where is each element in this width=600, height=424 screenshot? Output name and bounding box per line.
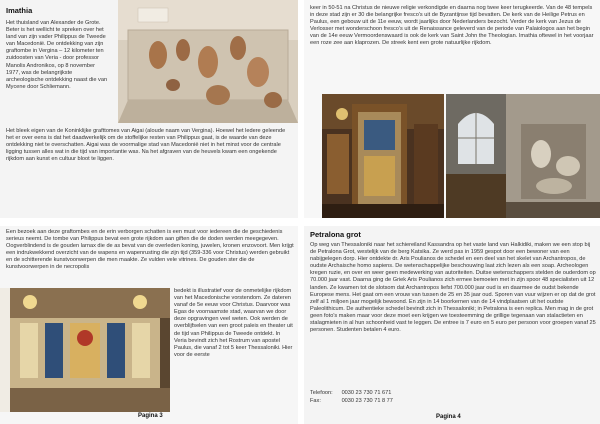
- page-bottom-left: [0, 226, 298, 424]
- churches-body-text: keer in 50-51 na Christus de nieuwe religie verkondigde en daarna nog twee keer terugkeerde. Van de 48 tempels in deze stad zijn er 30 die belangrijke fresco's uit de Byzantijnse tijd bevatten. De kerk van de Heilige Petrus en Paulus, een gebouw uit de 11e eeuw, wordt jaarlijks door Nederlanders bezocht. Verder de kerk van Jezus de Verlosser met wonderschoon fresco's uit de Renaissance geleverd van de periode van Palaiologos aan het begin van de 14e eeuw Vermoordenswaard is ook de kerk van Saint John the Theologian. Imathia oftewel in het voorjaar een roze zee aan klaprozen. De streek kent een grote natuurlijke rijkdom.: [310, 5, 594, 47]
- tombs-column-text: bedekt is illustratief voor de onmetelijke rijkdom van het Macedonische vorstendom. Ze dateren vanaf de 5e eeuw voor Christus. Daarvoor was Egas de voornaamste stad, waarvan we door deze opgravingen veel weten. Ook werden de overblijfselen van een groot paleis en theater uit de tijd van Philippus de Tweede ontdekt. In Veria bevindt zich het Rostrum van apostel Paulus, die vanaf 2 tot 5 keer Thessaloniki. Hier voor de eerste: [174, 288, 293, 358]
- museum-artifacts-image: [118, 0, 298, 123]
- page-top-left: [0, 0, 298, 218]
- church-window-image: [446, 94, 600, 218]
- fax-value: 0030 23 730 71 8 77: [341, 398, 393, 404]
- phone-label: Telefoon:: [310, 390, 333, 396]
- imathia-body-text: Het bleek eigen van de Koninklijke grafttomes van Aigai (aloude naam van Vergina). Hoewel het ledere geleende het er over eens is dat het daadwerkelijk om de stoffelijke resten van Philippus gaat, is de waarde van deze ontdekking niet te overschatten. Aigai was de voormalige stad van Macedonië niet in het minst voor de centrale ligging tussen alles wat in die tijd van importantie was. Na het afgraven van de heuvels kwam een ongekende rijkdom aan kunst en cultuur bloot te liggen.: [6, 128, 286, 163]
- contact-fax: [310, 398, 510, 405]
- church-window-photo: [446, 94, 600, 218]
- church-nave-image: [0, 288, 170, 412]
- page-top-right: [304, 0, 600, 218]
- museum-artifacts-photo: [118, 0, 298, 123]
- church-nave-photo: [0, 288, 170, 412]
- intro-column-text: Het thuisland van Alexander de Grote. Beter is het wellicht te spreken over het land van zijn vader Philippus de Tweede van Macedonië. De ontdekking van zijn graftombe in Vergina – 12 kilometer ten zuidoosten van Veria - door professor Manolis Andronikos, op 8 november 1977, was de belangrijkste archeologische ontdekking naast die van Mycene door Schliemann.: [6, 20, 108, 90]
- tombs-body-text: Een bezoek aan deze graftombes en de erin verborgen schatten is een must voor iedereen die de geschiedenis serieus neemt. De tombe van Philippus bevat een grote rijkdom aan giften die de doden werden meegegeven. Oogverblindend is de gouden larnax die de as bevat van de overleden koning, juwelen, kronen enzovoort. Men krijgt een indrukwekkend overzicht van de wapens en wapenrusting die zijn tijd (359-336 voor Christus) werden gebruikt en de schitterende kunstvoorwerpen die men maakte. Ze vulden vele vitrines. De gouden ster die de kunstvoorwerpen in de necropolis: [6, 229, 294, 271]
- phone-value: 0030 23 730 71 671: [341, 390, 392, 396]
- church-interior-image: [322, 94, 444, 218]
- contact-phone: [310, 390, 510, 397]
- page-title-imathia: Imathia: [6, 6, 33, 15]
- church-interior-photo: [322, 94, 444, 218]
- page-number-3: Pagina 3: [138, 413, 163, 419]
- page-bottom-right: [304, 226, 600, 424]
- page-number-4: Pagina 4: [436, 414, 461, 420]
- fax-label: Fax:: [310, 398, 321, 404]
- page-title-petralona: Petralona grot: [310, 230, 361, 239]
- petralona-body-text: Op weg van Thessaloniki naar het schiereiland Kassandra op het vaste land van Halkidiki, maken we een stop bij de Petralona Grot, westelijk van de berg Katsika. Ze werd pas in 1959 gespot door een bewoner van een nabijgelegen dorp. Hier ontdekte dr. Aris Poulianos de schedel en een deel van het skelet van Archantropos, de oudste Archaische homo sapiens. De wetenschappelijke beschouwing laat zich lezen als een soap. Archeologen kregen ruzie, en over en weer geen medewerking van autoriteiten. Duitse wetenschappers stelden de ouderdom op 70.000 jaar vast. Daarna ging de Griek Aris Poulianos zich ermee bemoeien met in zijn spoor 48 specialisten uit 12 landen. Ze kwamen tot de slotsom dat Archantropos liefst 700.000 jaar oud is en daarmee de oudst bekende Europese mens. Het gaat om een vrouw van tussen de 25 en 35 jaar oud. Sporen van vuur wijzen er op dat de grot zelf al 1 miljoen jaar mogelijk bewoond. En zijn in 14 boorkernen van de 14 vindplaatsen uit het oudste Paleolithicum. De authentieke schedel bevindt zich in Thessaloniki; in Petralona is een replica. Men mag in de grot geen foto's maken maar voor deze moet een krijgen we toesteemming de grillige tegenaan van stalactieten en stalagmieten in al hun schoonheid vast te leggen. De entree is 7 euro en 5 euro per persoon voor groepen vanaf 25 personen. Studenten betalen 4 euro.: [310, 242, 596, 334]
